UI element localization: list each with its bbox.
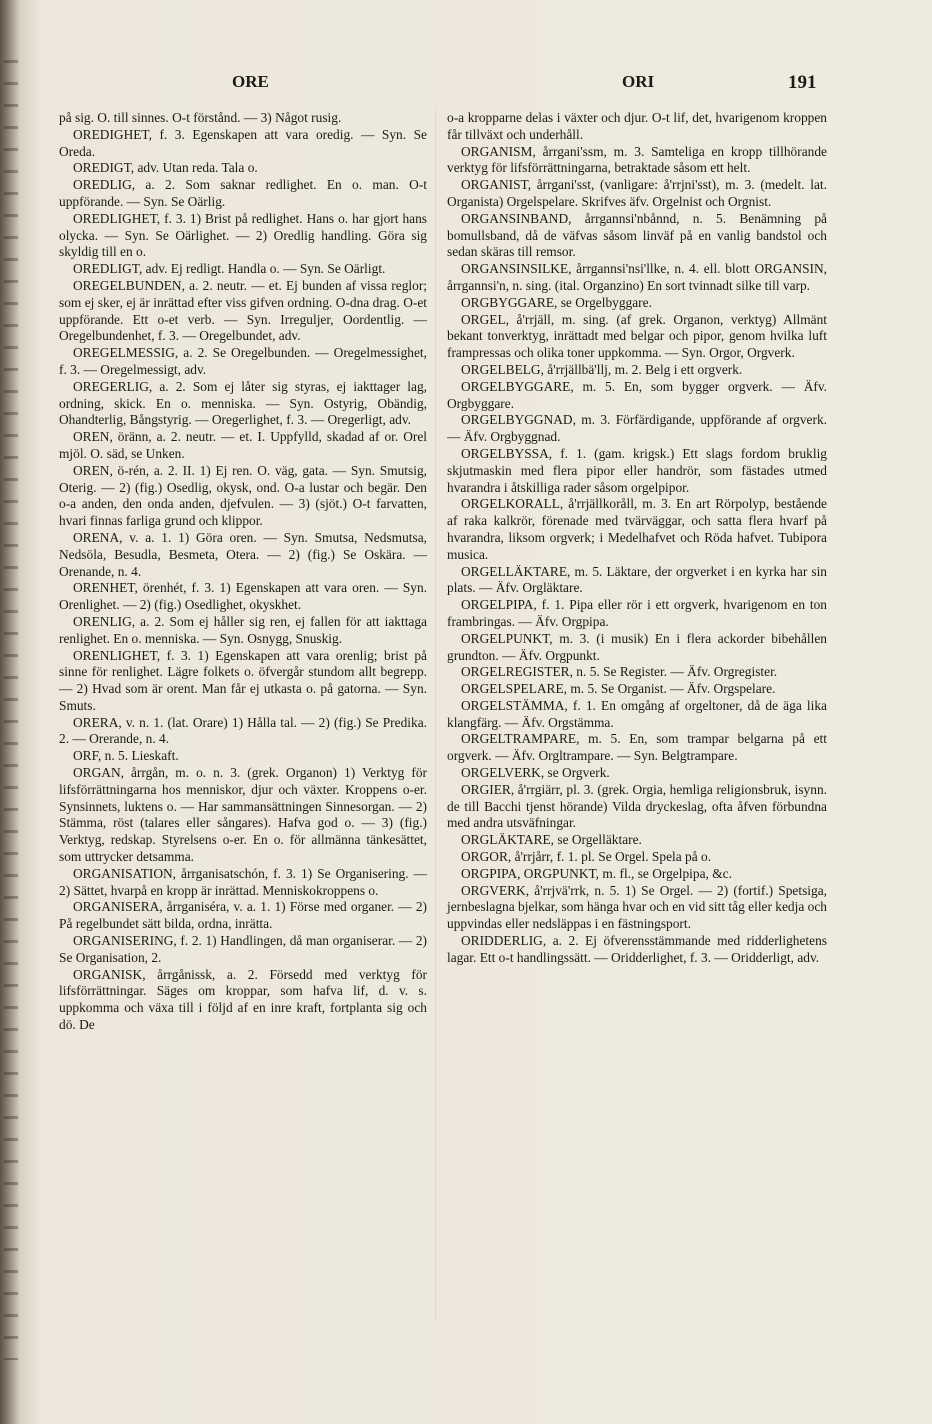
dictionary-entry: OREGELMESSIG, a. 2. Se Oregelbunden. — Oregelmessighet, f. 3. — Oregelmessigt, adv. [59, 345, 427, 377]
dictionary-entry: OREN, öränn, a. 2. neutr. — et. I. Uppfylld, skadad af or. Orel mjöl. O. säd, se Unken. [59, 429, 427, 461]
dictionary-entry: ORGANISK, årrgånissk, a. 2. Försedd med verktyg för lifsförrättningar. Säges om kroppar, som hafva lif, d. v. s. uppkomma och växa till i följd af en inre kraft, fortplanta sig och dö. De [59, 966, 427, 1033]
left-column [59, 110, 427, 1034]
dictionary-entry: ORGIER, å'rrgiärr, pl. 3. (grek. Orgia, hemliga religionsbruk, isynn. de till Bacchi tjenst hörande) Vilda dryckeslag, ofta åfven förbundna med andra utsväfningar. [447, 781, 827, 831]
right-column [447, 110, 827, 967]
dictionary-entry: ORGOR, å'rrjårr, f. 1. pl. Se Orgel. Spela på o. [461, 849, 712, 865]
dictionary-entry: ORGBYGGARE, se Orgelbyggare. [461, 294, 652, 310]
dictionary-entry: OREDLIGHET, f. 3. 1) Brist på redlighet. Hans o. har gjort hans olycka. — Syn. Se Oärlighet. — 2) Oredlig handling. Göra sig skyldig till en o. [59, 210, 427, 260]
running-head [0, 72, 932, 98]
dictionary-entry: ORGELKORALL, å'rrjällkoråll, m. 3. En art Rörpolyp, bestående af raka kalkrör, förenade med tvärväggar, och satta flera hvarf på hvarandra, liksom orgverk; i Medelhafvet och Röda hafvet. Tubipora musica. [447, 496, 827, 562]
dictionary-entry: ORGELBELG, å'rrjällbä'llj, m. 2. Belg i ett orgverk. [461, 361, 743, 377]
column-divider [435, 110, 436, 1320]
dictionary-entry: ORGELSTÄMMA, f. 1. En omgång af orgeltoner, då de äga lika klangfärg. — Äfv. Orgstämma. [447, 697, 827, 730]
dictionary-entry: ORGAN, årrgån, m. o. n. 3. (grek. Organon) 1) Verktyg för lifsförrättningarna hos menniskor, djur och växter. Kroppens o-er. Synsinnets, luktens o. — Har sammansättningen Sinnesorgan. — 2) Stämma, röst (talares eller sångares). Hafva god o. — 3) (fig.) Verktyg, redskap. Styrelsens o-er. En o. för allmänna tänkesättet, som uttrycker detsamma. [59, 765, 427, 865]
dictionary-entry: OREGERLIG, a. 2. Som ej låter sig styras, ej iakttager lag, ordning, skick. En o. menniska. — Syn. Ostyrig, Obändig, Ohandterlig, Bångstyrig. — Oregerlighet, f. 3. — Oregerligt, adv. [59, 378, 427, 428]
left-guideword: ORE [232, 72, 269, 91]
right-guideword: ORI [622, 72, 655, 91]
dictionary-entry: ORGANSINBAND, årrgannsi'nbånnd, n. 5. Benämning på bomullsband, då de väfvas såsom linväf på en vanlig bandstol och sedan skäras till remsor. [447, 210, 827, 260]
book-gutter [4, 60, 18, 1360]
dictionary-entry: ORGELBYGGNAD, m. 3. Förfärdigande, uppförande af orgverk. — Äfv. Orgbyggnad. [447, 412, 827, 445]
dictionary-entry: OREDLIG, a. 2. Som saknar redlighet. En o. man. O-t uppförande. — Syn. Se Oärlig. [59, 177, 427, 209]
dictionary-entry: OREGELBUNDEN, a. 2. neutr. — et. Ej bunden af vissa reglor; som ej sker, ej är inrättad efter viss gifven ordning. O-dna drag. O-et uppförande. Ett o-et verb. — Syn. Irreguljer, Oordentlig. — Oregelbundenhet, f. 3. — Oregelbundet, adv. [59, 277, 427, 344]
dictionary-entry: ORGANISERA, årrganiséra, v. a. 1. 1) Förse med organer. — 2) På regelbundet sätt bilda, ordna, inrätta. [59, 899, 427, 932]
dictionary-entry: OREDIGHET, f. 3. Egenskapen att vara oredig. — Syn. Se Oreda. [59, 126, 427, 159]
dictionary-entry: ORGVERK, å'rrjvä'rrk, n. 5. 1) Se Orgel. — 2) (fortif.) Spetsiga, jernbeslagna bjelkar, som hänga hvar och en vid sitt tåg eller kedja och uppvindas eller nedsläppas i en fästningsport. [447, 882, 827, 932]
dictionary-entry: ORGANSINSILKE, årrgannsi'nsi'llke, n. 4. ell. blott ORGANSIN, årrgannsi'n, n. sing. (ital. Organzino) En sort tvinnadt silke till varp. [447, 261, 827, 293]
dictionary-entry: ORENLIGHET, f. 3. 1) Egenskapen att vara orenlig; brist på sinne för renlighet. Lägre folkets o. öfvergår stundom allt begrepp. — 2) Hvad som är orent. Man får ej utkasta o. på gatorna. — Syn. Smuts. [59, 647, 427, 713]
dictionary-entry: ORGANIST, årrgani'sst, (vanligare: å'rrjni'sst), m. 3. (medelt. lat. Organista) Orgelspelare. Skrifves äfv. Orgelnist och Orgnist. [447, 177, 827, 209]
dictionary-entry: OREDLIGT, adv. Ej redligt. Handla o. — Syn. Se Oärligt. [73, 261, 386, 277]
dictionary-entry: ORGELBYSSA, f. 1. (gam. krigsk.) Ett slags fordom bruklig skjutmaskin med flera pipor eller handrör, som fästades utmed hvarandra i åtskilliga rader såsom orgelpipor. [447, 445, 827, 495]
dictionary-entry: ORGELVERK, se Orgverk. [461, 765, 610, 781]
dictionary-entry: ORGLÄKTARE, se Orgelläktare. [461, 832, 642, 848]
dictionary-entry: OREDIGT, adv. Utan reda. Tala o. [73, 160, 258, 176]
dictionary-entry: ORGANISM, årrgani'ssm, m. 3. Samteliga en kropp tillhörande verktyg för lifsförrättningarna, betraktade såsom ett helt. [447, 143, 827, 176]
dictionary-entry: ORGELLÄKTARE, m. 5. Läktare, der orgverket i en kyrka har sin plats. — Äfv. Orgläktare. [447, 563, 827, 596]
dictionary-entry: ORERA, v. n. 1. (lat. Orare) 1) Hålla tal. — 2) (fig.) Se Predika. 2. — Orerande, n. 4. [59, 714, 427, 747]
dictionary-entry: ORGANISATION, årrganisatschón, f. 3. 1) Se Organisering. — 2) Sättet, hvarpå en kropp är inrättad. Menniskokroppens o. [59, 865, 427, 898]
dictionary-entry: ORGEL, å'rrjäll, m. sing. (af grek. Organon, verktyg) Allmänt bekant tonverktyg, inrättadt med belgar och pipor, genom hvilka luft frampressas och olika toner uppkomma. — Syn. Orgor, Orgverk. [447, 311, 827, 361]
dictionary-entry: ORENLIG, a. 2. Som ej håller sig ren, ej fallen för att iakttaga renlighet. En o. menniska. — Syn. Osnygg, Snuskig. [59, 613, 427, 646]
dictionary-entry: ORENA, v. a. 1. 1) Göra oren. — Syn. Smutsa, Nedsmutsa, Nedsöla, Besudla, Besmeta, Otera. — 2) (fig.) Se Oskära. — Orenande, n. 4. [59, 529, 427, 579]
dictionary-entry: ORGELPUNKT, m. 3. (i musik) En i flera ackorder bibehållen grundton. — Äfv. Orgpunkt. [447, 630, 827, 663]
dictionary-entry: ORGELBYGGARE, m. 5. En, som bygger orgverk. — Äfv. Orgbyggare. [447, 378, 827, 411]
dictionary-entry: OREN, ö-rén, a. 2. II. 1) Ej ren. O. väg, gata. — Syn. Smutsig, Oterig. — 2) (fig.) Osedlig, okysk, ond. O-a lustar och begär. Den o-a anden, den onda anden, djefvulen. — 3) (sjöt.) O-t farvatten, hvari finnas farliga grund och klippor. [59, 462, 427, 529]
dictionary-entry: på sig. O. till sinnes. O-t förstånd. — 3) Något rusig. [59, 110, 342, 125]
dictionary-entry: ORGELREGISTER, n. 5. Se Register. — Äfv. Orgregister. [461, 664, 778, 680]
dictionary-entry: ORGELPIPA, f. 1. Pipa eller rör i ett orgverk, hvarigenom en ton frambringas. — Äfv. Orgpipa. [447, 597, 827, 629]
dictionary-entry: ORGELTRAMPARE, m. 5. En, som trampar belgarna på ett orgverk. — Äfv. Orgltrampare. — Syn. Belgtrampare. [447, 731, 827, 764]
page-number: 191 [788, 72, 817, 93]
dictionary-entry: ORIDDERLIG, a. 2. Ej öfverensstämmande med ridderlighetens lagar. Ett o-t handlingssätt. — Oridderlighet, f. 3. — Oridderligt, adv. [447, 933, 827, 965]
dictionary-entry: ORGANISERING, f. 2. 1) Handlingen, då man organiserar. — 2) Se Organisation, 2. [59, 933, 427, 965]
dictionary-entry: ORENHET, örenhét, f. 3. 1) Egenskapen att vara oren. — Syn. Orenlighet. — 2) (fig.) Osedlighet, okyskhet. [59, 580, 427, 613]
dictionary-entry: ORGPIPA, ORGPUNKT, m. fl., se Orgelpipa, &c. [461, 865, 732, 881]
dictionary-entry: ORF, n. 5. Lieskaft. [73, 748, 179, 764]
dictionary-entry: o-a kropparne delas i växter och djur. O-t lif, det, hvarigenom kroppen får tillväxt och underhåll. [447, 110, 827, 142]
dictionary-entry: ORGELSPELARE, m. 5. Se Organist. — Äfv. Orgspelare. [461, 681, 776, 697]
